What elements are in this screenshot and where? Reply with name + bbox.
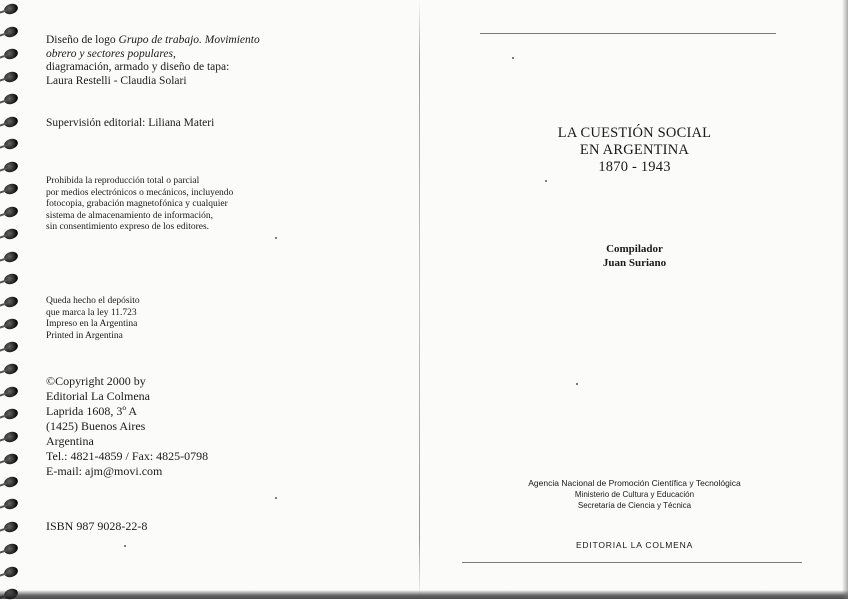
binding-ring	[3, 385, 19, 399]
scan-bottom-edge	[0, 590, 848, 599]
book-spine	[419, 0, 420, 599]
book-title	[421, 125, 848, 176]
print-speck	[124, 545, 126, 547]
copyright-line: Tel.: 4821-4859 / Fax: 4825-0798	[46, 449, 209, 463]
copyright-line: Argentina	[46, 434, 94, 448]
title-line-2: EN ARGENTINA	[579, 142, 690, 158]
publisher-name: EDITORIAL LA COLMENA	[575, 540, 694, 550]
title-line-1: LA CUESTIÓN SOCIAL	[557, 125, 712, 141]
print-speck	[275, 497, 277, 499]
compiler-label: Compilador	[606, 243, 663, 255]
copyright-line: (1425) Buenos Aires	[46, 419, 146, 433]
copyright-line: ©Copyright 2000 by	[46, 374, 146, 388]
deposit-block	[46, 296, 140, 342]
prohibition-line: por medios electrónicos o mecánicos, incluyendo	[46, 187, 234, 198]
isbn-block	[46, 519, 147, 534]
copyright-line: E-mail: ajm@movi.com	[46, 464, 163, 478]
binding-ring	[3, 47, 19, 61]
credits-line-2: obrero y sectores populares,	[46, 47, 176, 60]
binding-ring	[3, 362, 19, 376]
credits-line-3: diagramación, armado y diseño de tapa:	[46, 61, 230, 73]
binding-ring	[3, 407, 19, 421]
credits-block	[46, 34, 260, 88]
deposit-line: que marca la ley 11.723	[46, 307, 137, 318]
binding-ring	[3, 475, 19, 489]
binding-ring	[3, 452, 19, 466]
isbn-text: ISBN 987 9028-22-8	[46, 519, 148, 533]
binding-ring	[3, 92, 19, 106]
deposit-line: Queda hecho el depósito	[46, 296, 140, 306]
print-speck	[576, 383, 578, 385]
deposit-line: Printed in Argentina	[46, 330, 123, 341]
binding-ring	[3, 2, 19, 16]
binding-ring	[3, 565, 19, 579]
top-rule	[480, 33, 776, 34]
binding-ring	[3, 272, 19, 286]
binding-ring	[3, 520, 19, 534]
prohibition-line: sin consentimiento expreso de los editores.	[46, 222, 210, 232]
prohibition-line: Prohibida la reproducción total o parcial	[46, 176, 200, 186]
binding-ring	[3, 317, 19, 331]
credits-line-4: Laura Restelli - Claudia Solari	[46, 74, 187, 87]
copyright-line: Editorial La Colmena	[46, 389, 150, 403]
print-speck	[545, 180, 547, 182]
credits-italic-1: Grupo de trabajo. Movimiento	[118, 34, 260, 46]
agency-block	[421, 478, 848, 511]
agency-line: Agencia Nacional de Promoción Científica y Tecnológica	[528, 478, 741, 488]
prohibition-block	[46, 176, 233, 234]
print-speck	[512, 57, 514, 59]
binding-ring	[3, 137, 19, 151]
copyright-block	[46, 374, 208, 479]
binding-ring	[3, 227, 19, 241]
binding-ring	[3, 115, 19, 129]
binding-ring	[3, 70, 19, 84]
binding-ring	[3, 430, 19, 444]
prohibition-line: fotocopia, grabación magnetofónica y cualquier	[46, 199, 228, 209]
credits-prefix: Diseño de logo	[46, 34, 119, 46]
binding-ring	[3, 542, 19, 556]
compiler-name: Juan Suriano	[602, 257, 667, 269]
binding-ring	[3, 250, 19, 264]
supervision-text: Supervisión editorial: Liliana Materi	[46, 117, 215, 129]
compiler-block	[421, 242, 848, 270]
deposit-line: Impreso en la Argentina	[46, 319, 138, 329]
agency-line: Secretaría de Ciencia y Técnica	[577, 501, 692, 510]
credits-line-1	[46, 34, 260, 48]
binding-ring	[3, 205, 19, 219]
print-speck	[275, 237, 277, 239]
title-line-3: 1870 - 1943	[598, 159, 671, 175]
binding-ring	[3, 295, 19, 309]
binding-ring	[3, 160, 19, 174]
copyright-line: Laprida 1608, 3º A	[46, 404, 138, 418]
binding-ring	[3, 182, 19, 196]
prohibition-line: sistema de almacenamiento de información,	[46, 210, 213, 221]
agency-line: Ministerio de Cultura y Educación	[574, 490, 695, 499]
bottom-rule	[462, 562, 802, 563]
binding-ring	[3, 340, 19, 354]
binding-ring	[3, 497, 19, 511]
scan-right-edge	[842, 0, 848, 599]
supervision-block	[46, 117, 214, 131]
spiral-binding	[0, 0, 28, 599]
binding-ring	[3, 25, 19, 39]
